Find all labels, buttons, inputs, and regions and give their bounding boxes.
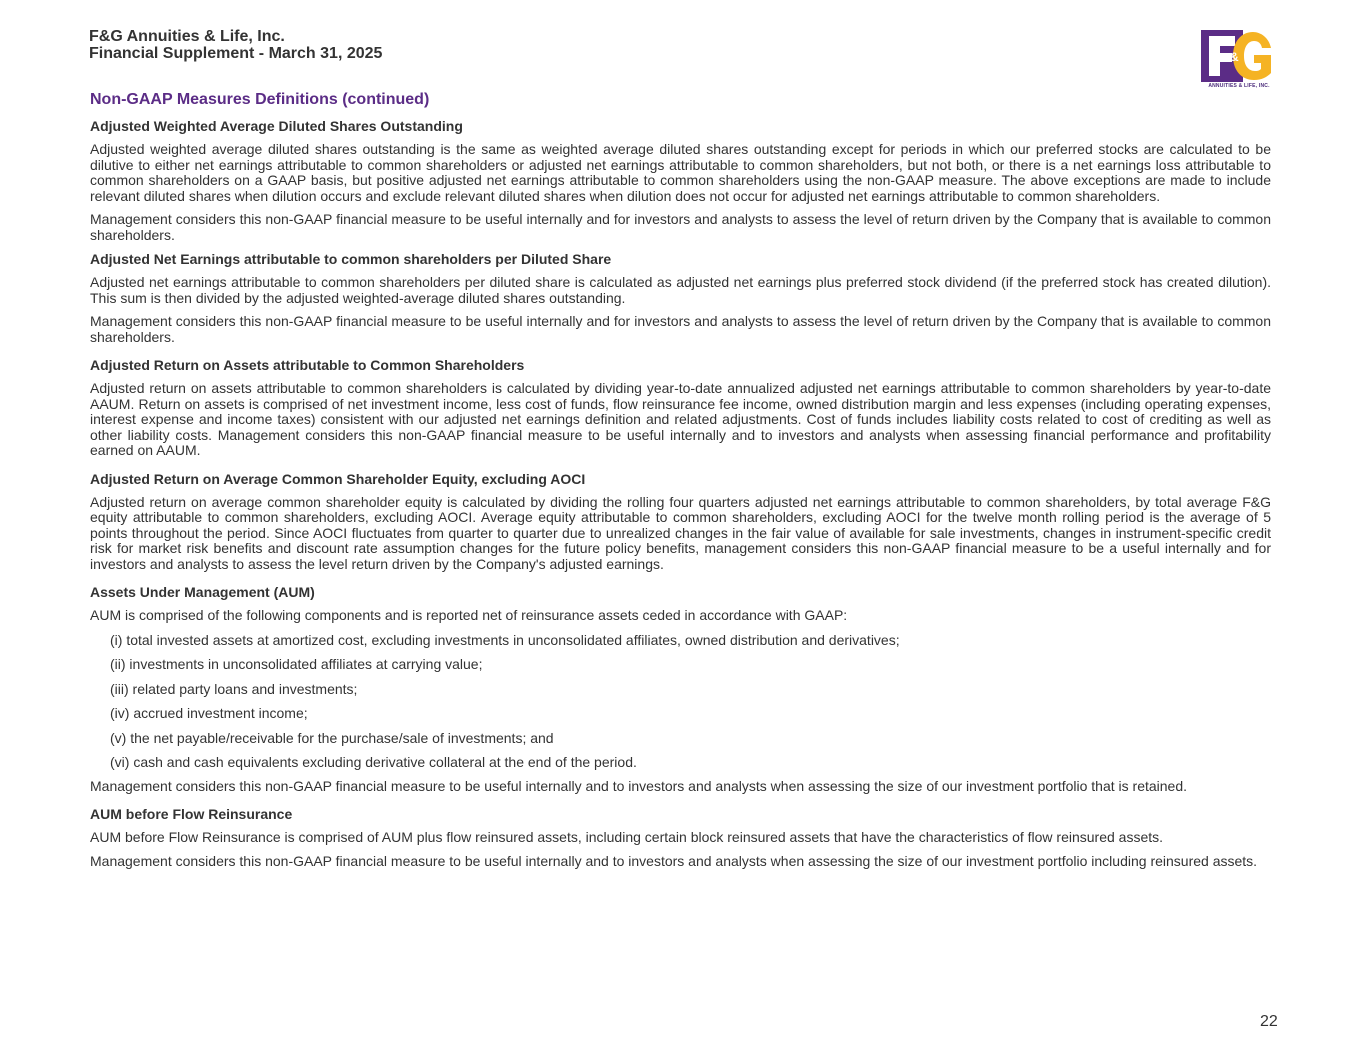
paragraph: Adjusted return on assets attributable to common shareholders is calculated by dividing year-to-date annualized adjusted net earnings attributable to common shareholders by year-to-date AAUM. Return on assets is comprised of net investment income, less cost of funds, flow reinsurance fee income, owned distribution margin and less expenses (including operating expenses, interest expense and income taxes) consistent with our adjusted net earnings definition and related adjustments. Cost of funds includes liability costs related to cost of crediting as well as other liability costs. Management considers this non-GAAP financial measure to be useful internally and to investors and analysts when assessing financial performance and profitability earned on AAUM. <box>90 380 1271 458</box>
paragraph: AUM before Flow Reinsurance is comprised of AUM plus flow reinsured assets, including certain block reinsured assets that have the characteristics of flow reinsured assets. <box>90 829 1164 845</box>
svg-text:&: & <box>1230 50 1239 64</box>
paragraph: Adjusted net earnings attributable to common shareholders per diluted share is calculated as adjusted net earnings plus preferred stock dividend (if the preferred stock has created dilution). This sum is then divided by the adjusted weighted-average diluted shares outstanding. <box>90 274 1271 306</box>
paragraph: Adjusted weighted average diluted shares outstanding is the same as weighted average diluted shares outstanding except for periods in which our preferred stocks are calculated to be dilutive to either net earnings attributable to common shareholders or adjusted net earnings attributable to common shareholders, but not both, or there is a net earnings loss attributable to common shareholders on a GAAP basis, but positive adjusted net earnings attributable to common shareholders using the non-GAAP measure. The above exceptions are made to include relevant diluted shares when dilution occurs and exclude relevant diluted shares when dilution does not occur for adjusted net earnings attributable to common shareholders. <box>90 141 1271 204</box>
paragraph: Adjusted return on average common shareholder equity is calculated by dividing the rolling four quarters adjusted net earnings attributable to common shareholders, by total average F&G equity attributable to common shareholders, excluding AOCI. Average equity attributable to common shareholders, excluding AOCI for the twelve month rolling period is the average of 5 points throughout the period. Since AOCI fluctuates from quarter to quarter due to unrealized changes in the fair value of available for sale investments, changes in instrument-specific credit risk for market risk benefits and discount rate assumption changes for the future policy benefits, management considers this non-GAAP financial measure to be a useful internally and for investors and analysts to assess the level return driven by the Company's adjusted earnings. <box>90 493 1271 572</box>
fg-logo <box>1201 30 1277 92</box>
logo-tagline: ANNUITIES & LIFE, INC. <box>1208 83 1270 89</box>
section-title: Non-GAAP Measures Definitions (continued) <box>90 91 430 108</box>
list-item: (iii) related party loans and investments; <box>110 680 358 697</box>
fg-logo-mark <box>1201 30 1275 82</box>
paragraph: Management considers this non-GAAP financial measure to be useful internally and to investors and analysts when assessing the size of our investment portfolio that is retained. <box>90 777 1188 794</box>
list-item: (vi) cash and cash equivalents excluding derivative collateral at the end of the period. <box>110 754 637 770</box>
document-header <box>89 28 382 62</box>
company-name: F&G Annuities & Life, Inc. <box>89 28 285 45</box>
document-subtitle: Financial Supplement - March 31, 2025 <box>89 45 383 62</box>
document-body <box>90 90 1271 877</box>
heading-adjusted-weighted-average-shares: Adjusted Weighted Average Diluted Shares Outstanding <box>90 118 463 134</box>
heading-aum-before-flow-reinsurance: AUM before Flow Reinsurance <box>90 806 293 822</box>
heading-adjusted-net-earnings-per-share: Adjusted Net Earnings attributable to common shareholders per Diluted Share <box>90 251 612 267</box>
paragraph: Management considers this non-GAAP financial measure to be useful internally and for investors and analysts to assess the level of return driven by the Company that is available to common shareholders. <box>90 211 1271 243</box>
page-number: 22 <box>1260 1013 1278 1030</box>
paragraph: Management considers this non-GAAP financial measure to be useful internally and for investors and analysts to assess the level of return driven by the Company that is available to common shareholders. <box>90 313 1271 345</box>
list-item: (ii) investments in unconsolidated affiliates at carrying value; <box>110 656 483 672</box>
heading-assets-under-management: Assets Under Management (AUM) <box>90 584 315 600</box>
heading-adjusted-return-on-assets: Adjusted Return on Assets attributable to Common Shareholders <box>90 357 525 373</box>
list-item: (v) the net payable/receivable for the purchase/sale of investments; and <box>110 729 554 746</box>
paragraph: AUM is comprised of the following components and is reported net of reinsurance assets ceded in accordance with GAAP: <box>90 607 848 623</box>
heading-adjusted-return-on-equity: Adjusted Return on Average Common Shareholder Equity, excluding AOCI <box>90 470 586 487</box>
list-item: (iv) accrued investment income; <box>110 705 308 721</box>
list-item: (i) total invested assets at amortized cost, excluding investments in unconsolidated affiliates, owned distribution and derivatives; <box>110 631 900 648</box>
paragraph: Management considers this non-GAAP financial measure to be useful internally and to investors and analysts when assessing the size of our investment portfolio including reinsured assets. <box>90 852 1258 869</box>
